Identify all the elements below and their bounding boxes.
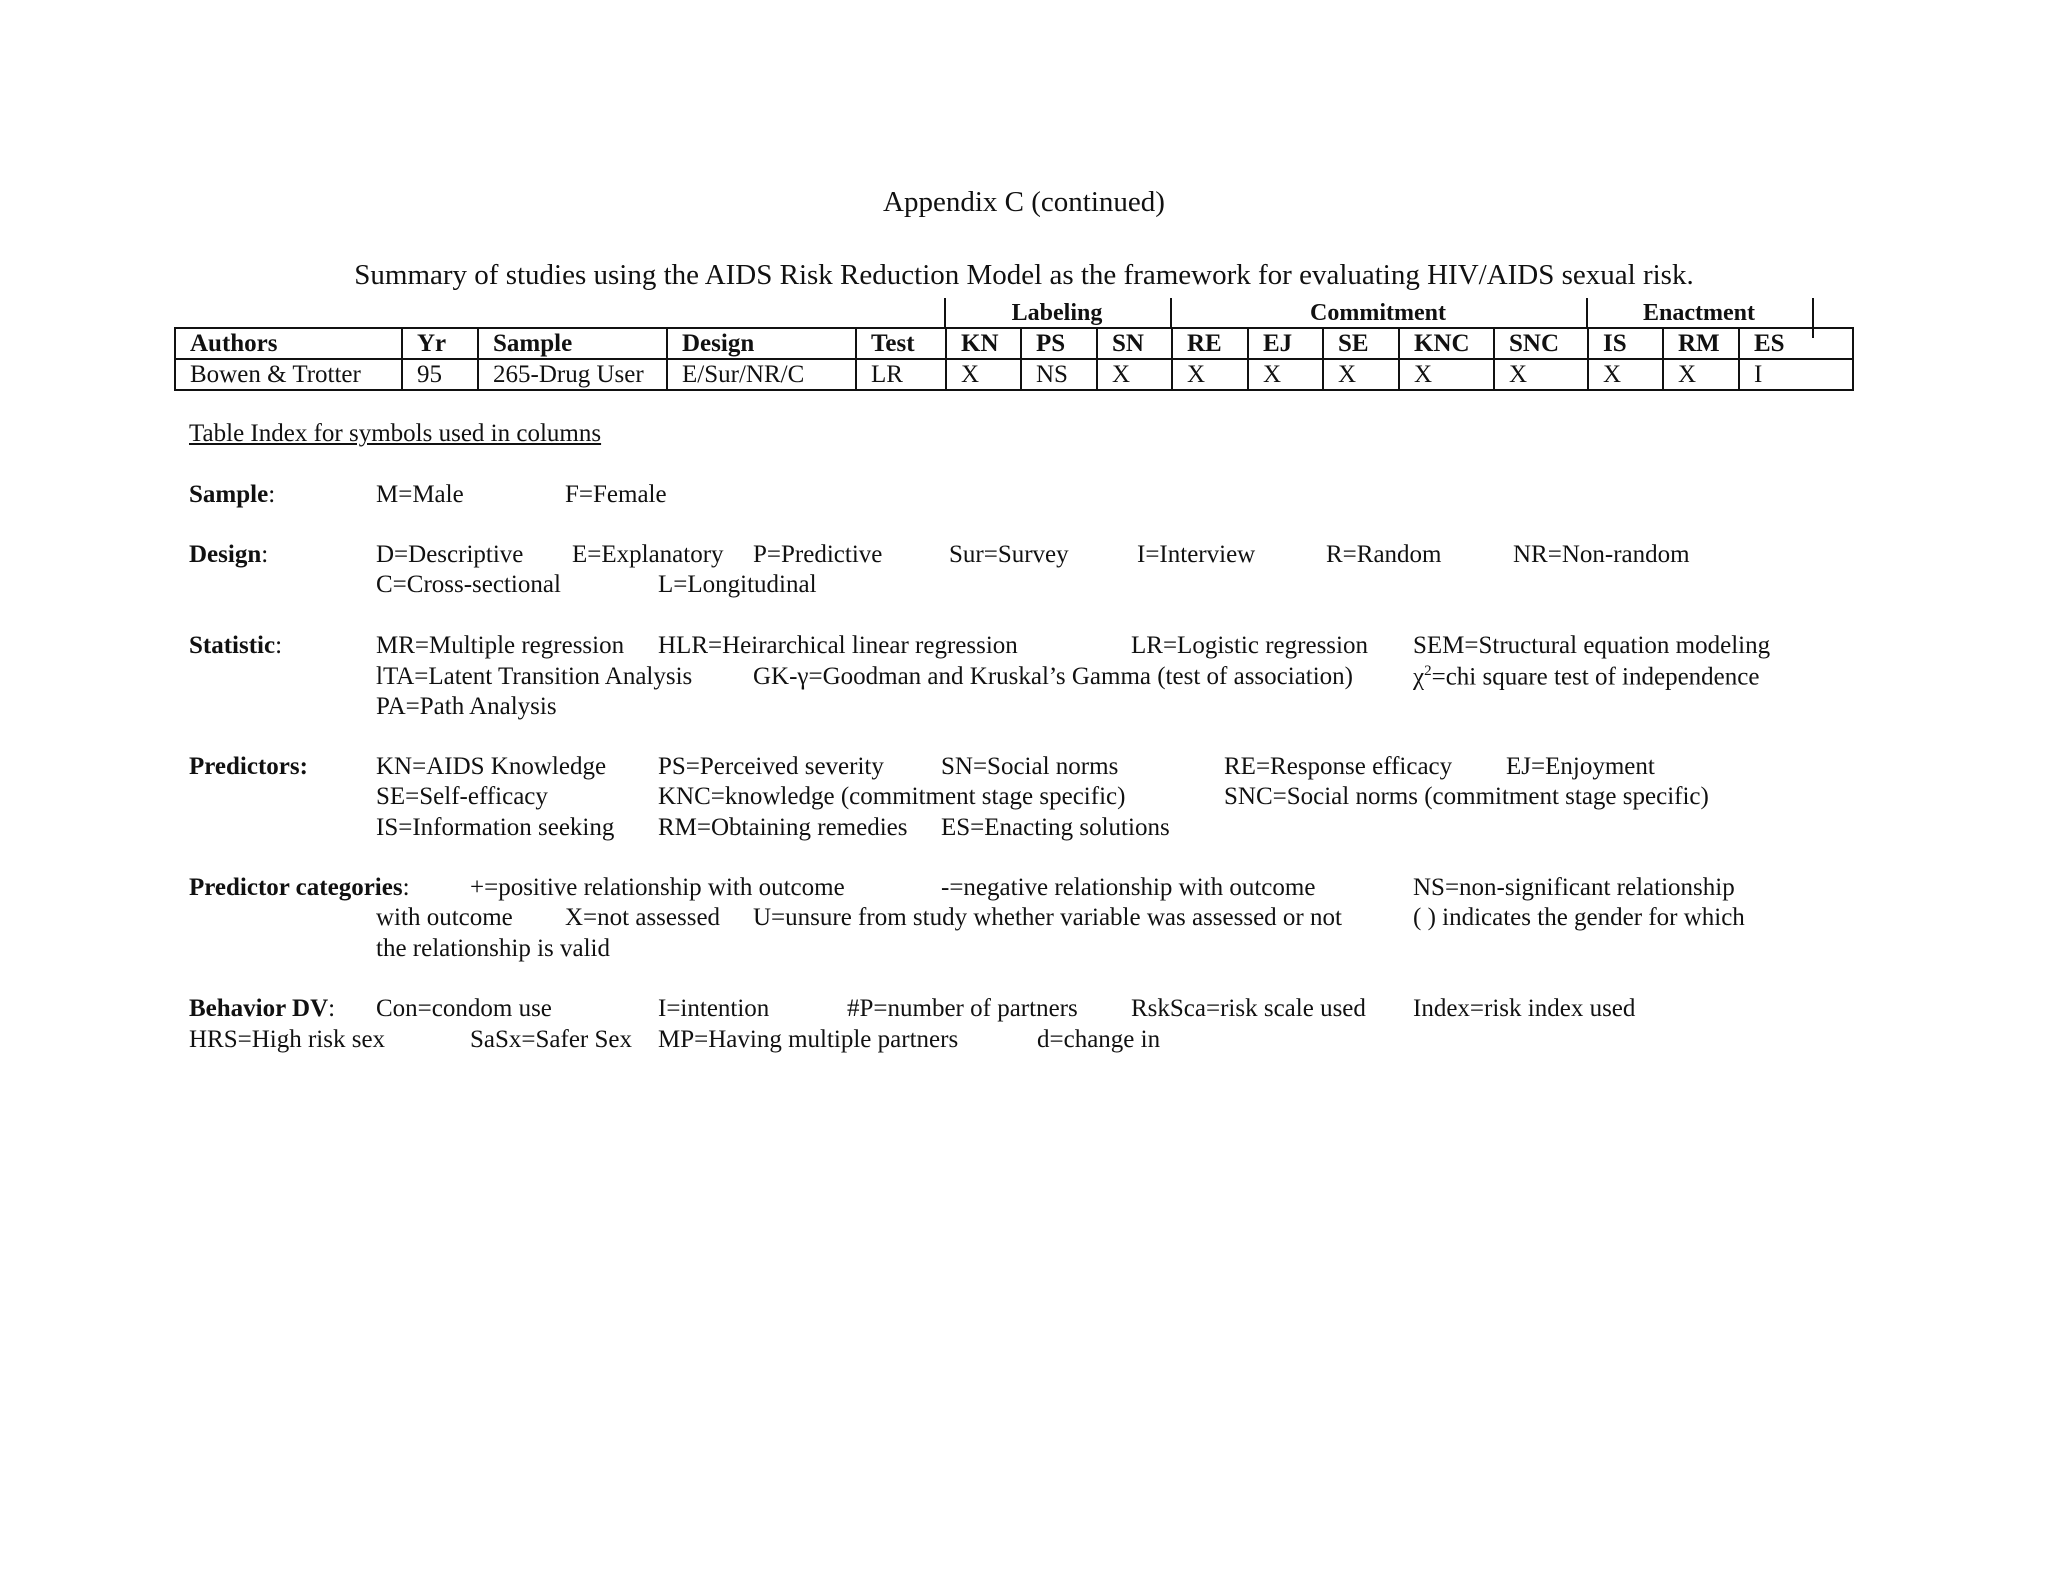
design-item: E=Explanatory — [572, 541, 724, 568]
behavior-item: #P=number of partners — [847, 995, 1078, 1022]
cell-knc: X — [1399, 359, 1494, 390]
header-ps: PS — [1021, 328, 1097, 359]
predictor-categories-label — [189, 874, 410, 902]
behavior-item: Index=risk index used — [1413, 995, 1636, 1022]
sample-label — [189, 481, 275, 509]
cell-ps: NS — [1021, 359, 1097, 390]
design-item: NR=Non-random — [1513, 541, 1690, 568]
predictor-categories-label-colon: : — [402, 874, 410, 901]
behavior-item: I=intention — [658, 995, 770, 1022]
statistic-item: SEM=Structural equation modeling — [1413, 632, 1771, 659]
behavior-item: HRS=High risk sex — [189, 1026, 386, 1053]
header-kn: KN — [946, 328, 1021, 359]
design-label-text: Design — [189, 541, 262, 568]
statistic-item: PA=Path Analysis — [376, 693, 557, 720]
table-header-row — [175, 328, 1853, 359]
predictor-categories-label-text: Predictor categories — [189, 874, 403, 901]
cell-test: LR — [856, 359, 946, 390]
statistic-chi-square — [1413, 663, 1759, 691]
design-label — [189, 541, 268, 569]
sample-female: F=Female — [565, 481, 667, 508]
sample-label-text: Sample — [189, 481, 269, 508]
header-sample: Sample — [478, 328, 667, 359]
header-ej: EJ — [1248, 328, 1323, 359]
design-item: L=Longitudinal — [658, 571, 817, 598]
statistic-item: MR=Multiple regression — [376, 632, 625, 659]
table-row — [175, 359, 1853, 390]
design-item: R=Random — [1326, 541, 1442, 568]
header-test: Test — [856, 328, 946, 359]
studies-table — [174, 327, 1854, 391]
statistic-label — [189, 632, 282, 660]
chi-superscript: 2 — [1424, 663, 1432, 679]
cell-design: E/Sur/NR/C — [667, 359, 856, 390]
cell-es: I — [1739, 359, 1853, 390]
chi-symbol: χ — [1413, 663, 1425, 691]
header-is: IS — [1588, 328, 1663, 359]
header-design: Design — [667, 328, 856, 359]
group-enactment: Enactment — [1643, 300, 1755, 326]
predictor-item: ES=Enacting solutions — [941, 814, 1170, 841]
header-rm: RM — [1663, 328, 1739, 359]
cell-sample: 265-Drug User — [478, 359, 667, 390]
statistic-item: GK-γ=Goodman and Kruskal’s Gamma (test of association) — [753, 663, 1354, 690]
predictor-item: PS=Perceived severity — [658, 753, 884, 780]
cell-re: X — [1172, 359, 1248, 390]
category-item: NS=non-significant relationship — [1413, 874, 1735, 901]
group-labeling: Labeling — [1011, 300, 1103, 326]
behavior-item: SaSx=Safer Sex — [470, 1026, 632, 1053]
predictors-label: Predictors: — [189, 753, 308, 780]
category-item: X=not assessed — [565, 904, 721, 931]
cell-sn: X — [1097, 359, 1172, 390]
cell-snc: X — [1494, 359, 1588, 390]
behavior-item: RskSca=risk scale used — [1131, 995, 1366, 1022]
design-item: I=Interview — [1137, 541, 1256, 568]
design-item: D=Descriptive — [376, 541, 524, 568]
behavior-dv-label — [189, 995, 335, 1023]
behavior-item: d=change in — [1037, 1026, 1161, 1053]
category-item: -=negative relationship with outcome — [941, 874, 1316, 901]
chi-text: =chi square test of independence — [1431, 663, 1760, 691]
category-item: ( ) indicates the gender for which — [1413, 904, 1745, 931]
behavior-dv-label-text: Behavior DV — [189, 995, 329, 1022]
predictor-item: SNC=Social norms (commitment stage specific) — [1224, 783, 1709, 810]
design-item: Sur=Survey — [949, 541, 1069, 568]
behavior-item: Con=condom use — [376, 995, 552, 1022]
category-item: +=positive relationship with outcome — [470, 874, 845, 901]
header-snc: SNC — [1494, 328, 1588, 359]
header-authors: Authors — [175, 328, 402, 359]
header-se: SE — [1323, 328, 1399, 359]
design-item: P=Predictive — [753, 541, 883, 568]
predictor-item: SN=Social norms — [941, 753, 1119, 780]
behavior-dv-label-colon: : — [328, 995, 336, 1022]
cell-se: X — [1323, 359, 1399, 390]
header-sn: SN — [1097, 328, 1172, 359]
category-item: the relationship is valid — [376, 935, 610, 962]
behavior-item: MP=Having multiple partners — [658, 1026, 959, 1053]
predictor-item: KNC=knowledge (commitment stage specific) — [658, 783, 1126, 810]
header-yr: Yr — [402, 328, 478, 359]
statistic-item: LR=Logistic regression — [1131, 632, 1368, 659]
sample-label-colon: : — [268, 481, 276, 508]
appendix-title: Appendix C (continued) — [883, 186, 1165, 218]
predictor-item: RM=Obtaining remedies — [658, 814, 908, 841]
cell-is: X — [1588, 359, 1663, 390]
header-knc: KNC — [1399, 328, 1494, 359]
statistic-label-colon: : — [275, 632, 283, 659]
cell-authors: Bowen & Trotter — [175, 359, 402, 390]
table-caption: Summary of studies using the AIDS Risk Reduction Model as the framework for evaluating HIV/AIDS sexual risk. — [354, 259, 1694, 291]
predictor-item: IS=Information seeking — [376, 814, 615, 841]
group-commitment: Commitment — [1310, 300, 1446, 326]
cell-ej: X — [1248, 359, 1323, 390]
predictor-item: KN=AIDS Knowledge — [376, 753, 607, 780]
sample-male: M=Male — [376, 481, 464, 508]
design-label-colon: : — [261, 541, 269, 568]
predictor-item: EJ=Enjoyment — [1506, 753, 1655, 780]
cell-yr: 95 — [402, 359, 478, 390]
predictor-item: SE=Self-efficacy — [376, 783, 548, 810]
category-item: U=unsure from study whether variable was assessed or not — [753, 904, 1342, 931]
header-re: RE — [1172, 328, 1248, 359]
statistic-item: HLR=Heirarchical linear regression — [658, 632, 1018, 659]
statistic-item: lTA=Latent Transition Analysis — [376, 663, 693, 690]
predictor-item: RE=Response efficacy — [1224, 753, 1453, 780]
cell-kn: X — [946, 359, 1021, 390]
header-es: ES — [1739, 328, 1853, 359]
index-heading: Table Index for symbols used in columns — [189, 420, 602, 447]
design-item: C=Cross-sectional — [376, 571, 561, 598]
category-item: with outcome — [376, 904, 513, 931]
statistic-label-text: Statistic — [189, 632, 276, 659]
cell-rm: X — [1663, 359, 1739, 390]
